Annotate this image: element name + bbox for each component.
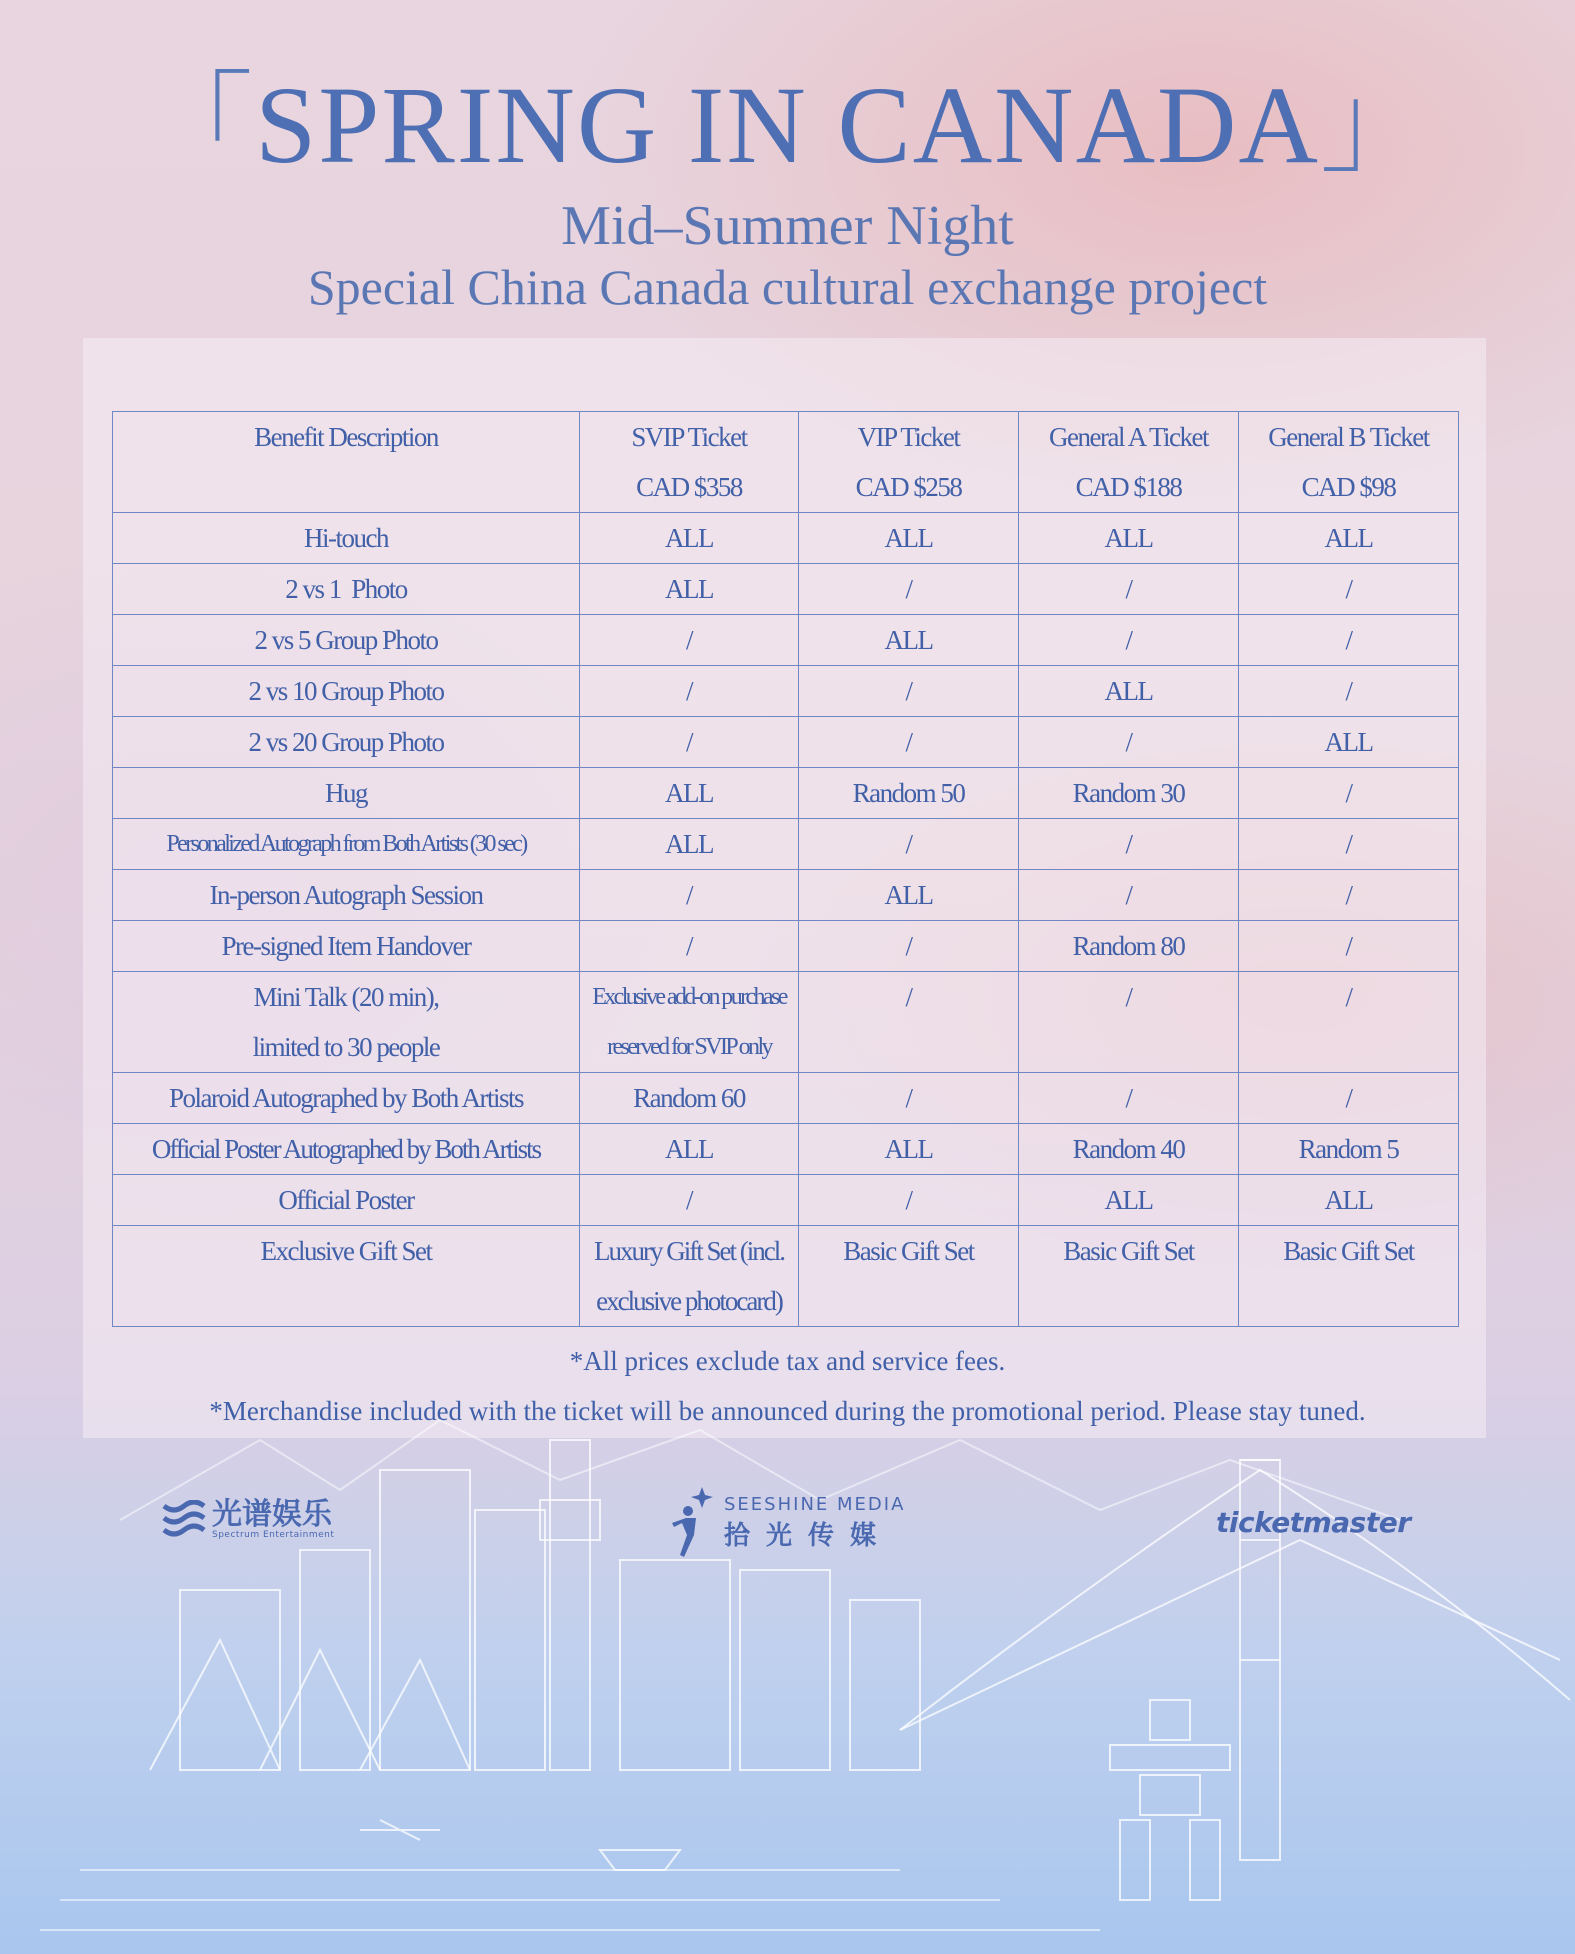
value-cell: / bbox=[580, 1175, 799, 1226]
benefit-cell: 2 vs 1 Photo bbox=[113, 564, 580, 615]
value-cell: / bbox=[1239, 819, 1459, 870]
value-cell: / bbox=[1239, 972, 1459, 1073]
title-bracket-open: 「 bbox=[143, 64, 256, 186]
title-text: SPRING IN CANADA bbox=[255, 64, 1320, 186]
benefit-cell: Exclusive Gift Set bbox=[113, 1226, 580, 1327]
header-tier: General B Ticket CAD $98 bbox=[1239, 412, 1459, 513]
value-cell: Random 40 bbox=[1019, 1124, 1239, 1175]
value-cell: / bbox=[799, 972, 1019, 1073]
value-cell: / bbox=[1239, 1073, 1459, 1124]
table-row bbox=[113, 1226, 1459, 1327]
value-cell: / bbox=[1019, 1073, 1239, 1124]
value-cell: Random 50 bbox=[799, 768, 1019, 819]
table-row bbox=[113, 717, 1459, 768]
value-cell: / bbox=[1019, 717, 1239, 768]
value-cell: Luxury Gift Set (incl. exclusive photocard) bbox=[580, 1226, 799, 1327]
benefit-cell: 2 vs 20 Group Photo bbox=[113, 717, 580, 768]
benefit-cell: 2 vs 10 Group Photo bbox=[113, 666, 580, 717]
seeshine-en-name: SEESHINE MEDIA bbox=[724, 1493, 906, 1515]
title-bracket-close: 」 bbox=[1319, 64, 1432, 186]
header-tier: SVIP Ticket CAD $358 bbox=[580, 412, 799, 513]
spectrum-wave-logo-icon bbox=[162, 1500, 206, 1540]
value-cell: Random 60 bbox=[580, 1073, 799, 1124]
benefit-cell: Polaroid Autographed by Both Artists bbox=[113, 1073, 580, 1124]
benefit-cell: Hi-touch bbox=[113, 513, 580, 564]
value-cell: / bbox=[799, 666, 1019, 717]
benefits-table bbox=[112, 411, 1459, 1327]
table-row bbox=[113, 1175, 1459, 1226]
table-header-row bbox=[113, 412, 1459, 513]
value-cell: / bbox=[580, 921, 799, 972]
value-cell: Random 80 bbox=[1019, 921, 1239, 972]
value-cell: / bbox=[1239, 768, 1459, 819]
value-cell: ALL bbox=[580, 564, 799, 615]
value-cell: ALL bbox=[799, 870, 1019, 921]
table-row bbox=[113, 615, 1459, 666]
table-row bbox=[113, 1124, 1459, 1175]
value-cell: / bbox=[1239, 564, 1459, 615]
value-cell: ALL bbox=[799, 615, 1019, 666]
value-cell: / bbox=[799, 564, 1019, 615]
value-cell: / bbox=[1019, 819, 1239, 870]
vancouver-skyline-illustration bbox=[0, 1400, 1575, 1954]
benefit-cell: Pre-signed Item Handover bbox=[113, 921, 580, 972]
header-tier: General A Ticket CAD $188 bbox=[1019, 412, 1239, 513]
table-row bbox=[113, 513, 1459, 564]
table-row bbox=[113, 564, 1459, 615]
value-cell: Basic Gift Set bbox=[1019, 1226, 1239, 1327]
value-cell: / bbox=[799, 921, 1019, 972]
table-row bbox=[113, 870, 1459, 921]
value-cell: ALL bbox=[580, 768, 799, 819]
value-cell: Random 30 bbox=[1019, 768, 1239, 819]
table-row bbox=[113, 1073, 1459, 1124]
value-cell: ALL bbox=[580, 819, 799, 870]
value-cell: ALL bbox=[799, 1124, 1019, 1175]
benefit-cell: Personalized Autograph from Both Artists (30 sec) bbox=[113, 819, 580, 870]
table-row bbox=[113, 768, 1459, 819]
value-cell: Basic Gift Set bbox=[1239, 1226, 1459, 1327]
value-cell: ALL bbox=[1019, 1175, 1239, 1226]
benefit-cell: Official Poster Autographed by Both Artists bbox=[113, 1124, 580, 1175]
value-cell: / bbox=[1239, 921, 1459, 972]
value-cell: / bbox=[1239, 870, 1459, 921]
seeshine-media-logo bbox=[672, 1485, 905, 1560]
value-cell: ALL bbox=[1019, 513, 1239, 564]
value-cell: / bbox=[580, 717, 799, 768]
value-cell: / bbox=[580, 666, 799, 717]
value-cell: / bbox=[1239, 615, 1459, 666]
seeshine-cn-name: 拾光传媒 bbox=[724, 1520, 893, 1551]
value-cell: Random 5 bbox=[1239, 1124, 1459, 1175]
table-row bbox=[113, 819, 1459, 870]
tagline: Special China Canada cultural exchange project bbox=[307, 259, 1268, 315]
value-cell: / bbox=[799, 819, 1019, 870]
value-cell: / bbox=[799, 1175, 1019, 1226]
tax-note: *All prices exclude tax and service fees. bbox=[569, 1346, 1006, 1376]
benefit-cell: 2 vs 5 Group Photo bbox=[113, 615, 580, 666]
value-cell: / bbox=[580, 615, 799, 666]
benefit-cell: In-person Autograph Session bbox=[113, 870, 580, 921]
page-title bbox=[0, 64, 1575, 186]
value-cell: ALL bbox=[1239, 513, 1459, 564]
value-cell: ALL bbox=[1019, 666, 1239, 717]
value-cell: Basic Gift Set bbox=[799, 1226, 1019, 1327]
value-cell: / bbox=[799, 717, 1019, 768]
ticketmaster-logo: ticketmaster bbox=[1216, 1506, 1411, 1539]
subtitle: Mid–Summer Night bbox=[561, 195, 1014, 257]
value-cell: ALL bbox=[1239, 1175, 1459, 1226]
table-row bbox=[113, 972, 1459, 1073]
value-cell: Exclusive add-on purchase reserved for SVIP only bbox=[580, 972, 799, 1073]
value-cell: / bbox=[1019, 615, 1239, 666]
header-benefit: Benefit Description bbox=[113, 412, 580, 513]
value-cell: / bbox=[799, 1073, 1019, 1124]
benefit-cell: Hug bbox=[113, 768, 580, 819]
seeshine-star-figure-icon bbox=[672, 1485, 716, 1560]
benefit-cell: Mini Talk (20 min), limited to 30 people bbox=[113, 972, 580, 1073]
value-cell: / bbox=[1019, 870, 1239, 921]
value-cell: / bbox=[1239, 666, 1459, 717]
value-cell: / bbox=[1019, 972, 1239, 1073]
value-cell: ALL bbox=[580, 1124, 799, 1175]
spectrum-entertainment-logo bbox=[162, 1497, 335, 1540]
value-cell: ALL bbox=[580, 513, 799, 564]
spectrum-cn-name: 光谱娱乐 bbox=[212, 1497, 332, 1532]
benefit-cell: Official Poster bbox=[113, 1175, 580, 1226]
table-row bbox=[113, 921, 1459, 972]
table-row bbox=[113, 666, 1459, 717]
value-cell: / bbox=[580, 870, 799, 921]
spectrum-en-name: Spectrum Entertainment bbox=[212, 1530, 335, 1540]
value-cell: ALL bbox=[1239, 717, 1459, 768]
header-tier: VIP Ticket CAD $258 bbox=[799, 412, 1019, 513]
value-cell: / bbox=[1019, 564, 1239, 615]
merch-note: *Merchandise included with the ticket will be announced during the promotional period. Please stay tuned. bbox=[209, 1396, 1366, 1426]
value-cell: ALL bbox=[799, 513, 1019, 564]
